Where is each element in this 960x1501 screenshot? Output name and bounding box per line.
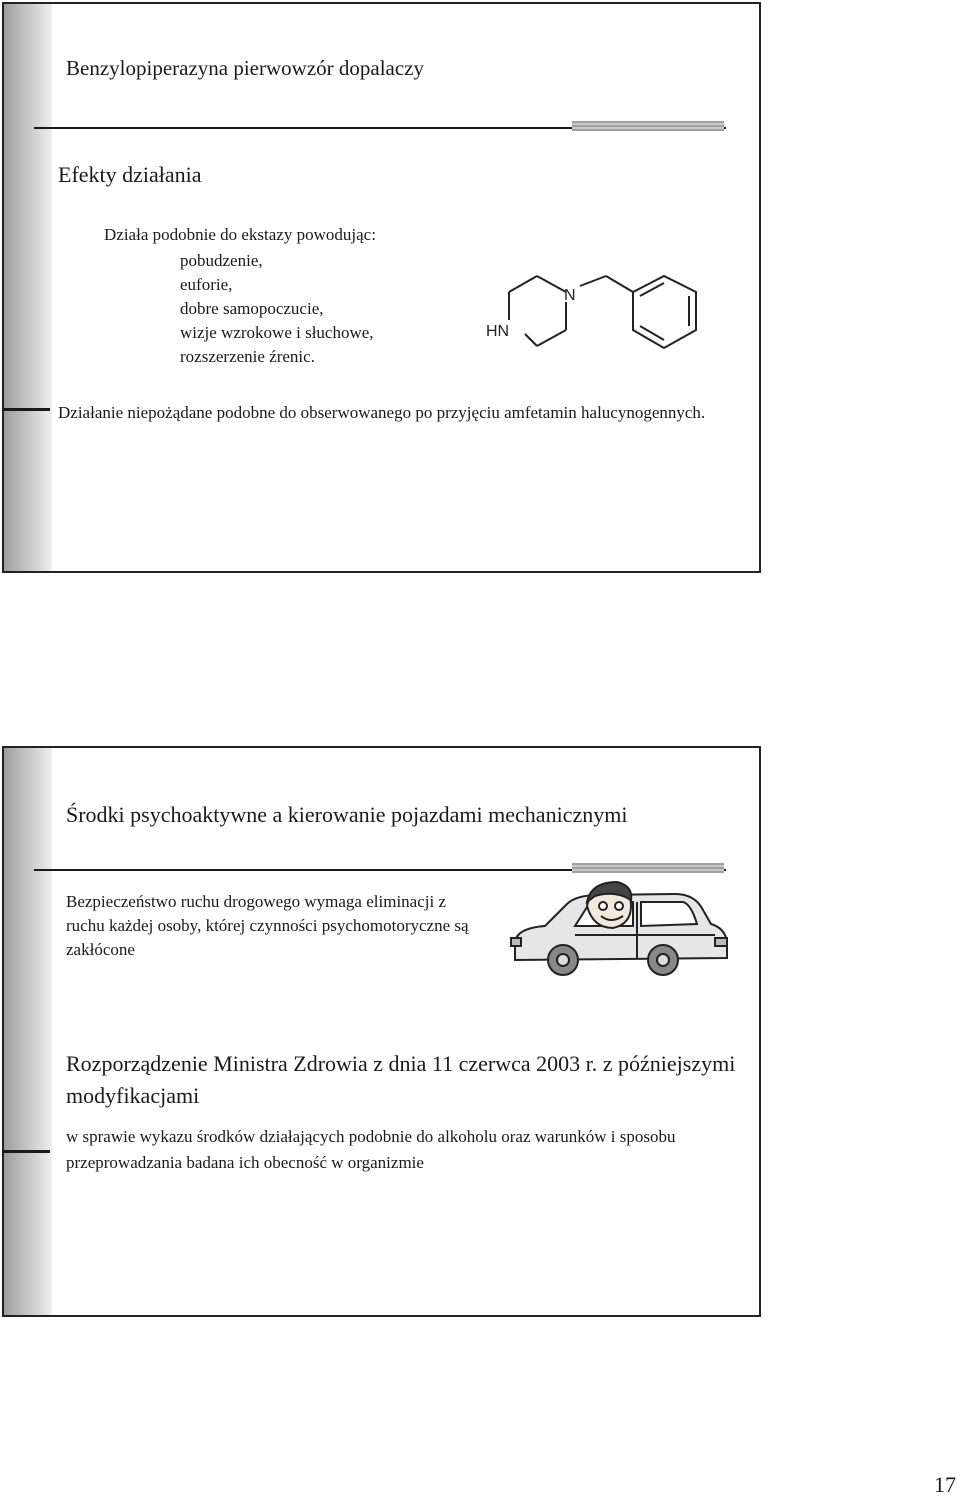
list-item: wizje wzrokowe i słuchowe, <box>180 323 374 342</box>
driver-car-illustration <box>505 880 730 980</box>
driver-icon <box>587 882 631 928</box>
list-item: rozszerzenie źrenic. <box>180 347 315 366</box>
slide-2-left-rule <box>2 1150 50 1153</box>
slide-1-note: Działanie niepożądane podobne do obserwowanego po przyjęciu amfetamin halucynogennych. <box>58 403 706 422</box>
list-item: dobre samopoczucie, <box>180 299 324 318</box>
slide-2-side-stripe <box>4 748 52 1315</box>
slide-1-left-rule <box>2 408 50 411</box>
slide-2-title: Środki psychoaktywne a kierowanie pojazdami mechanicznymi <box>66 802 628 827</box>
slide-2-subtext: w sprawie wykazu środków działających podobnie do alkoholu oraz warunków i sposobu przeprowadzania badana ich obecność w organizmie <box>66 1127 676 1172</box>
slide-1-title-bar <box>572 121 724 131</box>
slide-1-intro: Działa podobnie do ekstazy powodując: <box>104 225 376 244</box>
benzylpiperazine-structure <box>480 268 710 358</box>
slide-2-title-bar <box>572 863 724 873</box>
list-item: euforie, <box>180 275 233 294</box>
nh-label: HN <box>486 323 510 340</box>
slide-1-heading: Efekty działania <box>58 162 202 187</box>
effects-list <box>180 249 374 369</box>
page-number: 17 <box>934 1472 956 1497</box>
nitrogen-label: N <box>564 287 576 304</box>
slide-1-title: Benzylopiperazyna pierwowzór dopalaczy <box>66 56 425 80</box>
slide-1-side-stripe <box>4 4 52 571</box>
slide-2-heading: Rozporządzenie Ministra Zdrowia z dnia 11 czerwca 2003 r. z późniejszymi modyfikacjami <box>66 1051 736 1108</box>
slide-2 <box>2 746 761 1317</box>
slide-2-body: Bezpieczeństwo ruchu drogowego wymaga eliminacji z ruchu każdej osoby, której czynności psychomotoryczne są zakłócone <box>66 892 469 959</box>
list-item: pobudzenie, <box>180 251 263 270</box>
